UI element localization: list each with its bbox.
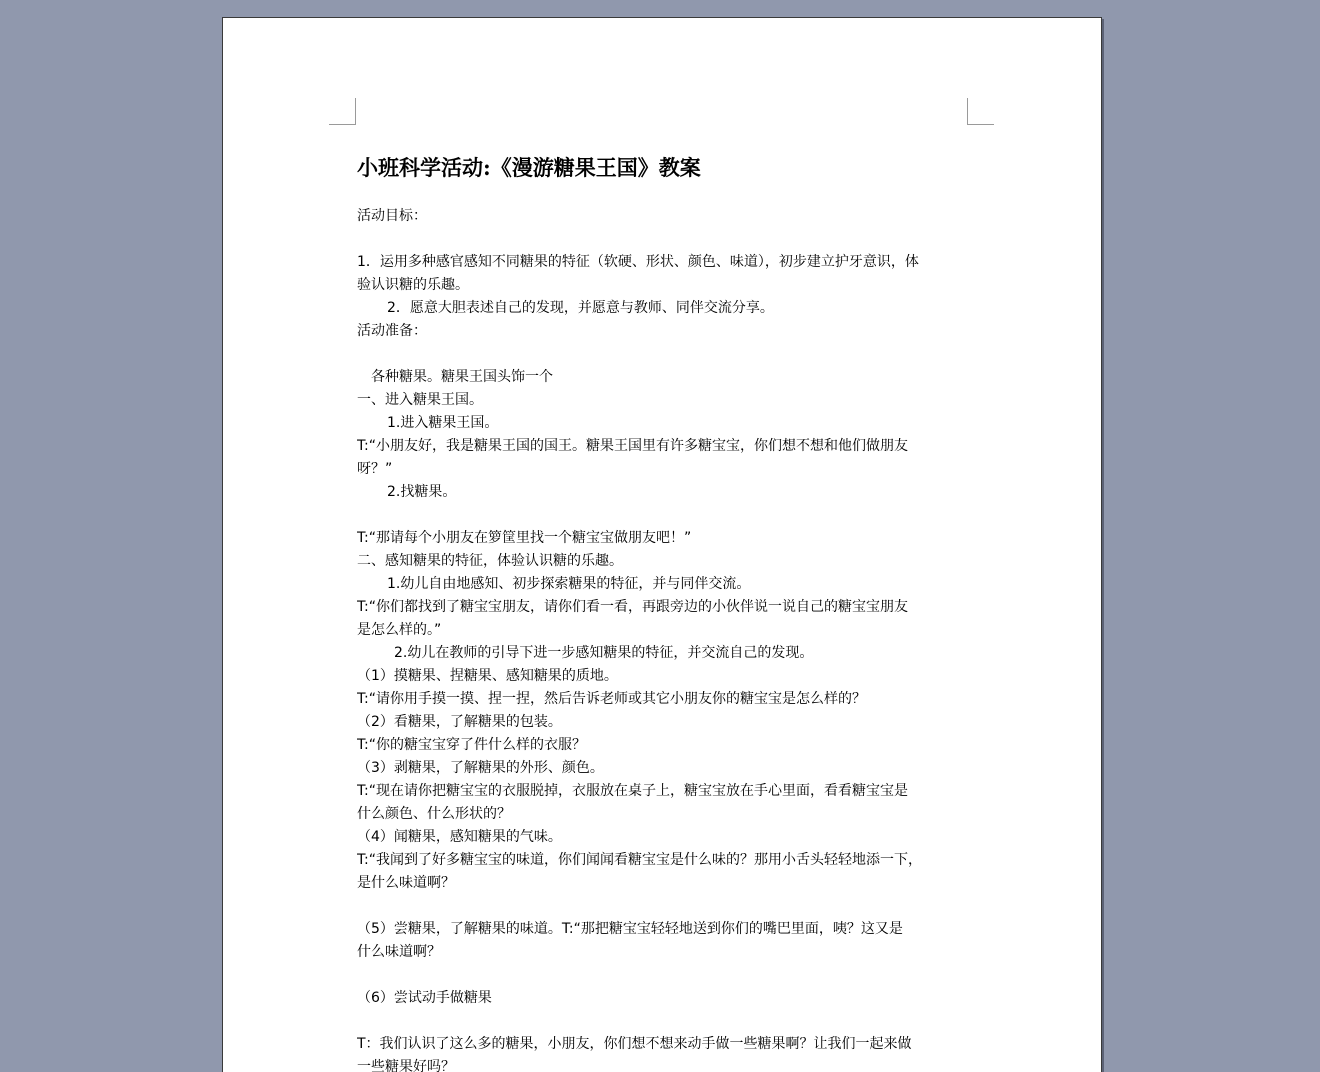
blank-line <box>357 504 973 527</box>
text-line: 活动目标： <box>357 208 427 224</box>
text-line: 活动准备： <box>357 323 427 339</box>
document-body[interactable] <box>357 152 973 1072</box>
text-line: 2．愿意大胆表述自己的发现，并愿意与教师、同伴交流分享。 <box>387 300 774 316</box>
text-line: T:“那请每个小朋友在箩筐里找一个糖宝宝做朋友吧！” <box>357 530 692 546</box>
text-line: 呀？” <box>357 461 393 477</box>
text-line: 一、进入糖果王国。 <box>357 392 483 408</box>
blank-line <box>357 895 973 918</box>
text-line: T:“你们都找到了糖宝宝朋友，请你们看一看，再跟旁边的小伙伴说一说自己的糖宝宝朋友 <box>357 599 908 615</box>
text-line: 二、感知糖果的特征，体验认识糖的乐趣。 <box>357 553 623 569</box>
blank-line <box>357 1010 973 1033</box>
text-line: 2.幼儿在教师的引导下进一步感知糖果的特征，并交流自己的发现。 <box>394 645 814 661</box>
text-line: T:“我闻到了好多糖宝宝的味道，你们闻闻看糖宝宝是什么味的？那用小舌头轻轻地添一下， <box>357 852 922 868</box>
text-line: 1．运用多种感官感知不同糖果的特征（软硬、形状、颜色、味道），初步建立护牙意识，体 <box>357 254 919 270</box>
text-line: （2）看糖果，了解糖果的包装。 <box>357 714 562 730</box>
blank-line <box>357 964 973 987</box>
text-line: T:“小朋友好，我是糖果王国的国王。糖果王国里有许多糖宝宝，你们想不想和他们做朋友 <box>357 438 908 454</box>
text-line: 各种糖果。糖果王国头饰一个 <box>371 369 553 385</box>
text-line: T:“现在请你把糖宝宝的衣服脱掉，衣服放在桌子上，糖宝宝放在手心里面，看看糖宝宝是 <box>357 783 908 799</box>
text-line: 1.进入糖果王国。 <box>387 415 499 431</box>
text-line: 什么味道啊？ <box>357 944 441 960</box>
blank-line <box>357 228 973 251</box>
document-page[interactable] <box>222 17 1102 1072</box>
text-line: T:“你的糖宝宝穿了件什么样的衣服？ <box>357 737 586 753</box>
text-line: 是什么味道啊？ <box>357 875 455 891</box>
margin-corner-top-right <box>967 98 994 125</box>
text-line: 是怎么样的。” <box>357 622 442 638</box>
text-line: 1.幼儿自由地感知、初步探索糖果的特征，并与同伴交流。 <box>387 576 751 592</box>
text-line: （1）摸糖果、捏糖果、感知糖果的质地。 <box>357 668 618 684</box>
text-line: T：我们认识了这么多的糖果，小朋友，你们想不想来动手做一些糖果啊？让我们一起来做 <box>357 1036 912 1052</box>
text-line: （4）闻糖果，感知糖果的气味。 <box>357 829 562 845</box>
text-line: 验认识糖的乐趣。 <box>357 277 469 293</box>
text-line: 2.找糖果。 <box>387 484 457 500</box>
text-line: （6）尝试动手做糖果 <box>357 990 492 1006</box>
text-line: 什么颜色、什么形状的？ <box>357 806 511 822</box>
text-line: （3）剥糖果，了解糖果的外形、颜色。 <box>357 760 604 776</box>
text-line: （5）尝糖果，了解糖果的味道。T:“那把糖宝宝轻轻地送到你们的嘴巴里面，咦？这又是 <box>357 921 903 937</box>
text-line: T:“请你用手摸一摸、捏一捏，然后告诉老师或其它小朋友你的糖宝宝是怎么样的？ <box>357 691 866 707</box>
text-line: 一些糖果好吗？ <box>357 1059 455 1072</box>
document-title: 小班科学活动:《漫游糖果王国》教案 <box>357 155 701 180</box>
margin-corner-top-left <box>329 98 356 125</box>
blank-line <box>357 343 973 366</box>
